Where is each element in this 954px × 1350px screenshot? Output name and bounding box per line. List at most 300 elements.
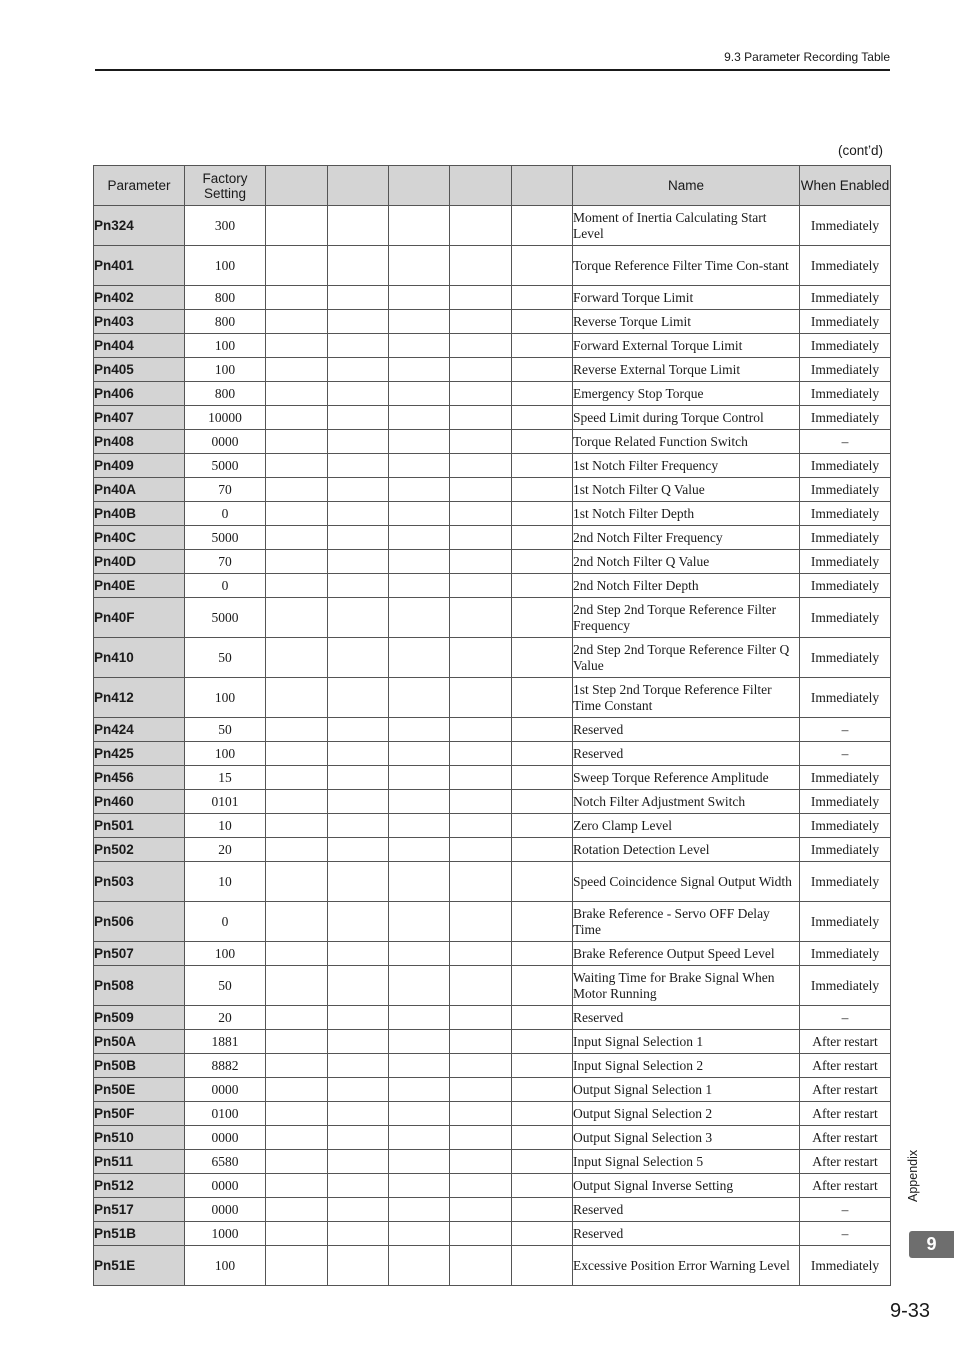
- blank-cell: [512, 1006, 573, 1030]
- table-row: [94, 742, 891, 766]
- blank-cell: [512, 310, 573, 334]
- table-row: [94, 790, 891, 814]
- when-enabled-cell: After restart: [800, 1150, 891, 1174]
- blank-cell: [328, 1246, 389, 1286]
- section-title: 9.3 Parameter Recording Table: [724, 50, 890, 64]
- table-row: [94, 430, 891, 454]
- blank-cell: [328, 430, 389, 454]
- blank-cell: [450, 862, 512, 902]
- blank-cell: [328, 310, 389, 334]
- when-enabled-cell: Immediately: [800, 246, 891, 286]
- name-cell: 1st Step 2nd Torque Reference Filter Time Constant: [573, 678, 800, 718]
- blank-cell: [512, 1054, 573, 1078]
- blank-cell: [512, 1078, 573, 1102]
- blank-cell: [266, 1174, 328, 1198]
- blank-cell: [266, 358, 328, 382]
- parameter-cell: Pn40D: [94, 550, 185, 574]
- blank-cell: [512, 598, 573, 638]
- name-cell: Output Signal Inverse Setting: [573, 1174, 800, 1198]
- factory-setting-cell: 70: [185, 550, 266, 574]
- table-row: [94, 358, 891, 382]
- factory-setting-cell: 10000: [185, 406, 266, 430]
- parameter-cell: Pn50F: [94, 1102, 185, 1126]
- name-cell: Output Signal Selection 1: [573, 1078, 800, 1102]
- blank-cell: [266, 718, 328, 742]
- blank-cell: [450, 1150, 512, 1174]
- header-rule: [95, 69, 890, 71]
- blank-cell: [450, 742, 512, 766]
- blank-cell: [450, 430, 512, 454]
- blank-cell: [266, 1126, 328, 1150]
- header-blank-5: [512, 166, 573, 206]
- name-cell: Forward Torque Limit: [573, 286, 800, 310]
- factory-setting-cell: 100: [185, 246, 266, 286]
- when-enabled-cell: Immediately: [800, 406, 891, 430]
- blank-cell: [389, 1150, 450, 1174]
- blank-cell: [512, 502, 573, 526]
- name-cell: Input Signal Selection 1: [573, 1030, 800, 1054]
- name-cell: Moment of Inertia Calculating Start Level: [573, 206, 800, 246]
- table-row: [94, 598, 891, 638]
- blank-cell: [328, 1102, 389, 1126]
- blank-cell: [266, 526, 328, 550]
- blank-cell: [389, 246, 450, 286]
- table-row: [94, 286, 891, 310]
- parameter-cell: Pn501: [94, 814, 185, 838]
- page-number: 9-33: [889, 1300, 930, 1322]
- blank-cell: [328, 718, 389, 742]
- table-row: [94, 638, 891, 678]
- parameter-cell: Pn407: [94, 406, 185, 430]
- blank-cell: [266, 406, 328, 430]
- table-row: [94, 382, 891, 406]
- blank-cell: [512, 206, 573, 246]
- blank-cell: [389, 1078, 450, 1102]
- table-header-row: [94, 166, 891, 206]
- name-cell: Input Signal Selection 5: [573, 1150, 800, 1174]
- when-enabled-cell: Immediately: [800, 382, 891, 406]
- blank-cell: [450, 358, 512, 382]
- header-parameter: Parameter: [94, 166, 185, 206]
- factory-setting-cell: 0: [185, 574, 266, 598]
- blank-cell: [266, 550, 328, 574]
- header-blank-1: [266, 166, 328, 206]
- blank-cell: [389, 286, 450, 310]
- blank-cell: [389, 966, 450, 1006]
- name-cell: Torque Reference Filter Time Con-stant: [573, 246, 800, 286]
- blank-cell: [328, 358, 389, 382]
- factory-setting-cell: 0100: [185, 1102, 266, 1126]
- blank-cell: [512, 638, 573, 678]
- blank-cell: [512, 334, 573, 358]
- blank-cell: [450, 1078, 512, 1102]
- parameter-cell: Pn401: [94, 246, 185, 286]
- blank-cell: [389, 942, 450, 966]
- blank-cell: [450, 766, 512, 790]
- when-enabled-cell: –: [800, 742, 891, 766]
- parameter-cell: Pn324: [94, 206, 185, 246]
- blank-cell: [328, 1030, 389, 1054]
- blank-cell: [389, 1006, 450, 1030]
- parameter-cell: Pn409: [94, 454, 185, 478]
- table-row: [94, 814, 891, 838]
- blank-cell: [328, 406, 389, 430]
- blank-cell: [450, 382, 512, 406]
- blank-cell: [450, 1198, 512, 1222]
- blank-cell: [389, 454, 450, 478]
- blank-cell: [266, 966, 328, 1006]
- blank-cell: [450, 838, 512, 862]
- blank-cell: [328, 574, 389, 598]
- name-cell: 1st Notch Filter Frequency: [573, 454, 800, 478]
- blank-cell: [328, 334, 389, 358]
- blank-cell: [328, 502, 389, 526]
- factory-setting-cell: 100: [185, 742, 266, 766]
- factory-setting-cell: 5000: [185, 526, 266, 550]
- name-cell: Output Signal Selection 3: [573, 1126, 800, 1150]
- factory-setting-cell: 1881: [185, 1030, 266, 1054]
- factory-setting-cell: 0: [185, 502, 266, 526]
- blank-cell: [328, 1054, 389, 1078]
- name-cell: Input Signal Selection 2: [573, 1054, 800, 1078]
- parameter-cell: Pn40E: [94, 574, 185, 598]
- blank-cell: [389, 206, 450, 246]
- name-cell: Forward External Torque Limit: [573, 334, 800, 358]
- blank-cell: [328, 1222, 389, 1246]
- name-cell: 2nd Notch Filter Frequency: [573, 526, 800, 550]
- name-cell: 2nd Notch Filter Depth: [573, 574, 800, 598]
- blank-cell: [266, 902, 328, 942]
- blank-cell: [512, 526, 573, 550]
- name-cell: 2nd Step 2nd Torque Reference Filter Q Value: [573, 638, 800, 678]
- parameter-cell: Pn517: [94, 1198, 185, 1222]
- blank-cell: [266, 574, 328, 598]
- table-row: [94, 766, 891, 790]
- when-enabled-cell: –: [800, 1006, 891, 1030]
- blank-cell: [450, 1006, 512, 1030]
- factory-setting-cell: 6580: [185, 1150, 266, 1174]
- blank-cell: [450, 942, 512, 966]
- blank-cell: [266, 814, 328, 838]
- factory-setting-cell: 100: [185, 334, 266, 358]
- blank-cell: [512, 1174, 573, 1198]
- blank-cell: [389, 310, 450, 334]
- blank-cell: [389, 814, 450, 838]
- parameter-cell: Pn512: [94, 1174, 185, 1198]
- blank-cell: [450, 1222, 512, 1246]
- blank-cell: [389, 838, 450, 862]
- table-row: [94, 478, 891, 502]
- blank-cell: [389, 550, 450, 574]
- name-cell: Sweep Torque Reference Amplitude: [573, 766, 800, 790]
- blank-cell: [512, 1246, 573, 1286]
- blank-cell: [389, 598, 450, 638]
- blank-cell: [328, 382, 389, 406]
- factory-setting-cell: 800: [185, 382, 266, 406]
- blank-cell: [328, 862, 389, 902]
- blank-cell: [389, 574, 450, 598]
- blank-cell: [512, 766, 573, 790]
- table-row: [94, 1222, 891, 1246]
- parameter-cell: Pn50A: [94, 1030, 185, 1054]
- when-enabled-cell: After restart: [800, 1054, 891, 1078]
- parameter-cell: Pn511: [94, 1150, 185, 1174]
- blank-cell: [450, 246, 512, 286]
- blank-cell: [266, 1150, 328, 1174]
- name-cell: 2nd Step 2nd Torque Reference Filter Frequency: [573, 598, 800, 638]
- blank-cell: [450, 718, 512, 742]
- table-row: [94, 454, 891, 478]
- blank-cell: [266, 334, 328, 358]
- parameter-cell: Pn456: [94, 766, 185, 790]
- parameter-cell: Pn509: [94, 1006, 185, 1030]
- blank-cell: [266, 638, 328, 678]
- header-blank-2: [328, 166, 389, 206]
- blank-cell: [389, 502, 450, 526]
- name-cell: Reverse Torque Limit: [573, 310, 800, 334]
- blank-cell: [512, 1222, 573, 1246]
- blank-cell: [328, 246, 389, 286]
- blank-cell: [450, 286, 512, 310]
- blank-cell: [266, 942, 328, 966]
- blank-cell: [328, 1006, 389, 1030]
- table-row: [94, 902, 891, 942]
- blank-cell: [328, 1198, 389, 1222]
- blank-cell: [450, 310, 512, 334]
- blank-cell: [389, 358, 450, 382]
- name-cell: Reserved: [573, 742, 800, 766]
- blank-cell: [450, 574, 512, 598]
- blank-cell: [450, 966, 512, 1006]
- table-row: [94, 334, 891, 358]
- name-cell: Reverse External Torque Limit: [573, 358, 800, 382]
- name-cell: Output Signal Selection 2: [573, 1102, 800, 1126]
- blank-cell: [266, 206, 328, 246]
- parameter-cell: Pn510: [94, 1126, 185, 1150]
- blank-cell: [450, 550, 512, 574]
- header-blank-4: [450, 166, 512, 206]
- table-row: [94, 246, 891, 286]
- factory-setting-cell: 100: [185, 1246, 266, 1286]
- table-row: [94, 1174, 891, 1198]
- table-row: [94, 1126, 891, 1150]
- blank-cell: [266, 678, 328, 718]
- when-enabled-cell: After restart: [800, 1126, 891, 1150]
- blank-cell: [266, 310, 328, 334]
- when-enabled-cell: Immediately: [800, 902, 891, 942]
- parameter-cell: Pn507: [94, 942, 185, 966]
- parameter-cell: Pn51E: [94, 1246, 185, 1286]
- factory-setting-cell: 20: [185, 838, 266, 862]
- blank-cell: [450, 526, 512, 550]
- when-enabled-cell: After restart: [800, 1174, 891, 1198]
- name-cell: Notch Filter Adjustment Switch: [573, 790, 800, 814]
- when-enabled-cell: Immediately: [800, 678, 891, 718]
- blank-cell: [512, 406, 573, 430]
- blank-cell: [328, 206, 389, 246]
- blank-cell: [450, 598, 512, 638]
- table-body: [94, 206, 891, 1286]
- factory-setting-cell: 10: [185, 814, 266, 838]
- when-enabled-cell: Immediately: [800, 838, 891, 862]
- blank-cell: [512, 1150, 573, 1174]
- blank-cell: [266, 382, 328, 406]
- blank-cell: [266, 1222, 328, 1246]
- factory-setting-cell: 0000: [185, 1174, 266, 1198]
- blank-cell: [512, 966, 573, 1006]
- blank-cell: [328, 1078, 389, 1102]
- name-cell: 2nd Notch Filter Q Value: [573, 550, 800, 574]
- table-row: [94, 1102, 891, 1126]
- when-enabled-cell: Immediately: [800, 966, 891, 1006]
- name-cell: 1st Notch Filter Depth: [573, 502, 800, 526]
- table-row: [94, 1150, 891, 1174]
- when-enabled-cell: Immediately: [800, 526, 891, 550]
- blank-cell: [512, 902, 573, 942]
- blank-cell: [450, 814, 512, 838]
- blank-cell: [389, 902, 450, 942]
- factory-setting-cell: 5000: [185, 598, 266, 638]
- blank-cell: [266, 1102, 328, 1126]
- blank-cell: [328, 1150, 389, 1174]
- when-enabled-cell: Immediately: [800, 766, 891, 790]
- name-cell: Speed Limit during Torque Control: [573, 406, 800, 430]
- when-enabled-cell: Immediately: [800, 358, 891, 382]
- blank-cell: [512, 454, 573, 478]
- when-enabled-cell: Immediately: [800, 286, 891, 310]
- blank-cell: [389, 478, 450, 502]
- blank-cell: [266, 502, 328, 526]
- blank-cell: [512, 1030, 573, 1054]
- blank-cell: [450, 678, 512, 718]
- table-row: [94, 966, 891, 1006]
- when-enabled-cell: Immediately: [800, 310, 891, 334]
- table-row: [94, 1006, 891, 1030]
- name-cell: Waiting Time for Brake Signal When Motor Running: [573, 966, 800, 1006]
- name-cell: Brake Reference Output Speed Level: [573, 942, 800, 966]
- blank-cell: [328, 678, 389, 718]
- when-enabled-cell: Immediately: [800, 598, 891, 638]
- blank-cell: [328, 1174, 389, 1198]
- blank-cell: [389, 1054, 450, 1078]
- when-enabled-cell: Immediately: [800, 862, 891, 902]
- blank-cell: [328, 790, 389, 814]
- parameter-cell: Pn40B: [94, 502, 185, 526]
- header-blank-3: [389, 166, 450, 206]
- blank-cell: [389, 1126, 450, 1150]
- parameter-cell: Pn405: [94, 358, 185, 382]
- name-cell: 1st Notch Filter Q Value: [573, 478, 800, 502]
- name-cell: Speed Coincidence Signal Output Width: [573, 862, 800, 902]
- parameter-cell: Pn403: [94, 310, 185, 334]
- blank-cell: [266, 766, 328, 790]
- factory-setting-cell: 5000: [185, 454, 266, 478]
- table-row: [94, 718, 891, 742]
- appendix-tab-label: Appendix: [906, 1149, 920, 1203]
- blank-cell: [512, 1126, 573, 1150]
- blank-cell: [389, 1174, 450, 1198]
- when-enabled-cell: –: [800, 430, 891, 454]
- table-row: [94, 1246, 891, 1286]
- when-enabled-cell: –: [800, 1198, 891, 1222]
- blank-cell: [389, 718, 450, 742]
- table-row: [94, 502, 891, 526]
- blank-cell: [450, 454, 512, 478]
- parameter-cell: Pn503: [94, 862, 185, 902]
- factory-setting-cell: 1000: [185, 1222, 266, 1246]
- when-enabled-cell: Immediately: [800, 790, 891, 814]
- blank-cell: [328, 478, 389, 502]
- blank-cell: [266, 742, 328, 766]
- blank-cell: [389, 1030, 450, 1054]
- blank-cell: [266, 1246, 328, 1286]
- table-row: [94, 942, 891, 966]
- table-row: [94, 550, 891, 574]
- blank-cell: [266, 838, 328, 862]
- blank-cell: [512, 574, 573, 598]
- blank-cell: [389, 638, 450, 678]
- parameter-table: [93, 165, 891, 1286]
- factory-setting-cell: 20: [185, 1006, 266, 1030]
- blank-cell: [328, 902, 389, 942]
- table-row: [94, 574, 891, 598]
- header-name: Name: [573, 166, 800, 206]
- parameter-cell: Pn425: [94, 742, 185, 766]
- when-enabled-cell: After restart: [800, 1030, 891, 1054]
- when-enabled-cell: Immediately: [800, 1246, 891, 1286]
- blank-cell: [512, 838, 573, 862]
- parameter-cell: Pn51B: [94, 1222, 185, 1246]
- when-enabled-cell: –: [800, 718, 891, 742]
- header-factory-setting: Factory Setting: [185, 166, 266, 206]
- name-cell: Reserved: [573, 1006, 800, 1030]
- table-row: [94, 862, 891, 902]
- blank-cell: [266, 1078, 328, 1102]
- parameter-cell: Pn502: [94, 838, 185, 862]
- name-cell: Brake Reference - Servo OFF Delay Time: [573, 902, 800, 942]
- parameter-cell: Pn40F: [94, 598, 185, 638]
- parameter-cell: Pn50B: [94, 1054, 185, 1078]
- table-row: [94, 310, 891, 334]
- factory-setting-cell: 0000: [185, 1198, 266, 1222]
- blank-cell: [328, 638, 389, 678]
- parameter-cell: Pn40A: [94, 478, 185, 502]
- parameter-cell: Pn402: [94, 286, 185, 310]
- blank-cell: [450, 902, 512, 942]
- blank-cell: [328, 598, 389, 638]
- blank-cell: [389, 334, 450, 358]
- when-enabled-cell: Immediately: [800, 206, 891, 246]
- blank-cell: [450, 1030, 512, 1054]
- blank-cell: [389, 1198, 450, 1222]
- blank-cell: [450, 478, 512, 502]
- factory-setting-cell: 0000: [185, 1078, 266, 1102]
- factory-setting-cell: 50: [185, 718, 266, 742]
- blank-cell: [512, 430, 573, 454]
- parameter-cell: Pn508: [94, 966, 185, 1006]
- table-row: [94, 838, 891, 862]
- blank-cell: [328, 286, 389, 310]
- name-cell: Reserved: [573, 1198, 800, 1222]
- blank-cell: [389, 430, 450, 454]
- name-cell: Reserved: [573, 1222, 800, 1246]
- name-cell: Torque Related Function Switch: [573, 430, 800, 454]
- blank-cell: [450, 334, 512, 358]
- factory-setting-cell: 800: [185, 286, 266, 310]
- name-cell: Excessive Position Error Warning Level: [573, 1246, 800, 1286]
- parameter-cell: Pn50E: [94, 1078, 185, 1102]
- blank-cell: [389, 1246, 450, 1286]
